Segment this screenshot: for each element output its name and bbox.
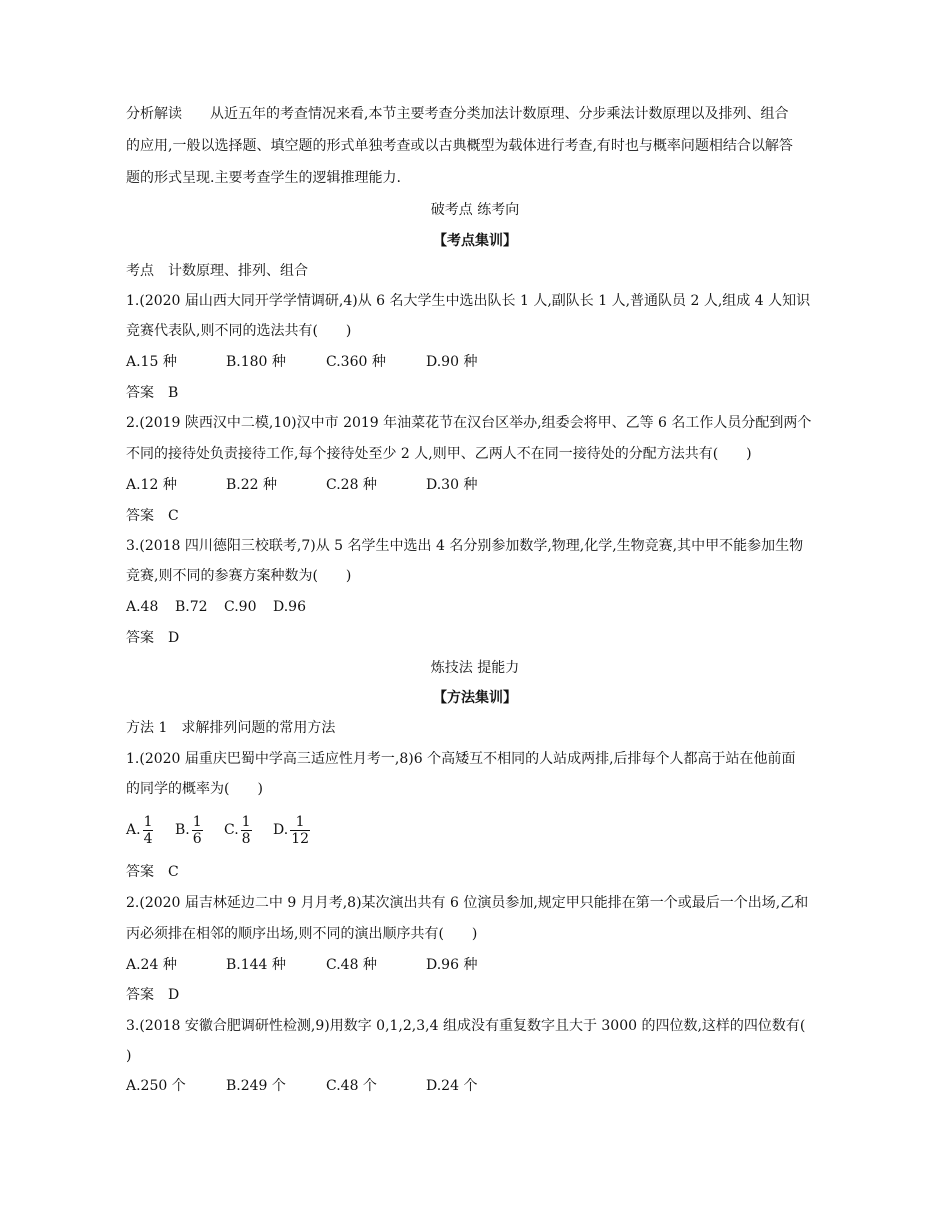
option-b: B.22 种 <box>226 477 278 493</box>
fraction: $\frac{1}{4}$ <box>143 813 153 847</box>
option-c: C.48 个 <box>326 1078 377 1094</box>
option-c: C.48 种 <box>326 957 377 973</box>
section1-topic: 考点 计数原理、排列、组合 <box>126 263 308 279</box>
option-b: B.249 个 <box>226 1078 286 1094</box>
s1-q1-answer: 答案 B <box>126 385 179 401</box>
s2-q2-line-1: 2.(2020 届吉林延边二中 9 月月考,8)某次演出共有 6 位演员参加,规定甲只能排在第一个或最后一个出场,乙和 <box>126 895 809 911</box>
s1-q3-line-1: 3.(2018 四川德阳三校联考,7)从 5 名学生中选出 4 名分别参加数学,物理,化学,生物竞赛,其中甲不能参加生物 <box>126 538 804 554</box>
intro-line-2: 的应用,一般以选择题、填空题的形式单独考查或以古典概型为载体进行考查,有时也与概率问题相结合以解答 <box>126 138 793 154</box>
s1-q1-options <box>126 352 477 372</box>
option-c: C.28 种 <box>326 477 377 493</box>
section2-title: 炼技法 提能力 <box>430 660 520 676</box>
s1-q2-line-2: 不同的接待处负责接待工作,每个接待处至少 2 人,则甲、乙两人不在同一接待处的分配方法共有( ) <box>126 446 752 462</box>
option-b: B.144 种 <box>226 957 286 973</box>
s1-q3-answer: 答案 D <box>126 630 180 646</box>
option-a: A.15 种 <box>126 354 177 370</box>
s1-q1-line-1: 1.(2020 届山西大同开学学情调研,4)从 6 名大学生中选出队长 1 人,副队长 1 人,普通队员 2 人,组成 4 人知识 <box>126 293 811 309</box>
s2-q2-options <box>126 955 477 975</box>
option-a: A.24 种 <box>126 957 177 973</box>
fraction: $\frac{1}{12}$ <box>291 813 310 847</box>
s1-q3-line-2: 竞赛,则不同的参赛方案种数为( ) <box>126 568 352 584</box>
option-d: D.24 个 <box>426 1078 478 1094</box>
section1-subtitle: 【考点集训】 <box>433 233 517 249</box>
fraction: $\frac{1}{6}$ <box>192 813 202 847</box>
option-d: D.30 种 <box>426 477 478 493</box>
option-b: B.72 <box>175 599 208 615</box>
option-d: D.96 <box>273 599 306 615</box>
s2-q1-options <box>126 812 312 848</box>
s2-q1-answer: 答案 C <box>126 864 179 880</box>
s1-q2-answer: 答案 C <box>126 508 179 524</box>
s2-q3-line-1: 3.(2018 安徽合肥调研性检测,9)用数字 0,1,2,3,4 组成没有重复数字且大于 3000 的四位数,这样的四位数有( <box>126 1018 806 1034</box>
s1-q3-options <box>126 597 306 617</box>
option-b: B. $\frac{1}{6}$ <box>175 813 202 847</box>
s1-q2-options <box>126 475 477 495</box>
s2-q1-line-1: 1.(2020 届重庆巴蜀中学高三适应性月考一,8)6 个高矮互不相同的人站成两排,后排每个人都高于站在他前面 <box>126 751 796 767</box>
section2-method: 方法 1 求解排列问题的常用方法 <box>126 720 336 736</box>
option-c: C.90 <box>224 599 257 615</box>
option-a: A.250 个 <box>126 1078 186 1094</box>
section2-subtitle: 【方法集训】 <box>433 690 517 706</box>
s2-q3-line-2: ) <box>126 1048 132 1064</box>
s2-q2-line-2: 丙必须排在相邻的顺序出场,则不同的演出顺序共有( ) <box>126 926 478 942</box>
option-b: B.180 种 <box>226 354 286 370</box>
intro-line-3: 题的形式呈现.主要考查学生的逻辑推理能力. <box>126 170 401 186</box>
option-c: C.360 种 <box>326 354 386 370</box>
s1-q2-line-1: 2.(2019 陕西汉中二模,10)汉中市 2019 年油菜花节在汉台区举办,组委会将甲、乙等 6 名工作人员分配到两个 <box>126 415 812 431</box>
s1-q1-line-2: 竞赛代表队,则不同的选法共有( ) <box>126 323 352 339</box>
s2-q2-answer: 答案 D <box>126 987 180 1003</box>
option-a: A. $\frac{1}{4}$ <box>126 813 153 847</box>
option-d: D.90 种 <box>426 354 478 370</box>
fraction: $\frac{1}{8}$ <box>241 813 251 847</box>
section1-title: 破考点 练考向 <box>430 202 520 218</box>
s2-q3-options <box>126 1076 477 1096</box>
option-a: A.48 <box>126 599 159 615</box>
option-a: A.12 种 <box>126 477 177 493</box>
option-c: C. $\frac{1}{8}$ <box>224 813 251 847</box>
option-d: D.96 种 <box>426 957 478 973</box>
s2-q1-line-2: 的同学的概率为( ) <box>126 781 263 797</box>
option-d: D. $\frac{1}{12}$ <box>273 813 310 847</box>
intro-line-1: 分析解读 从近五年的考查情况来看,本节主要考查分类加法计数原理、分步乘法计数原理以及排列、组合 <box>126 106 789 122</box>
